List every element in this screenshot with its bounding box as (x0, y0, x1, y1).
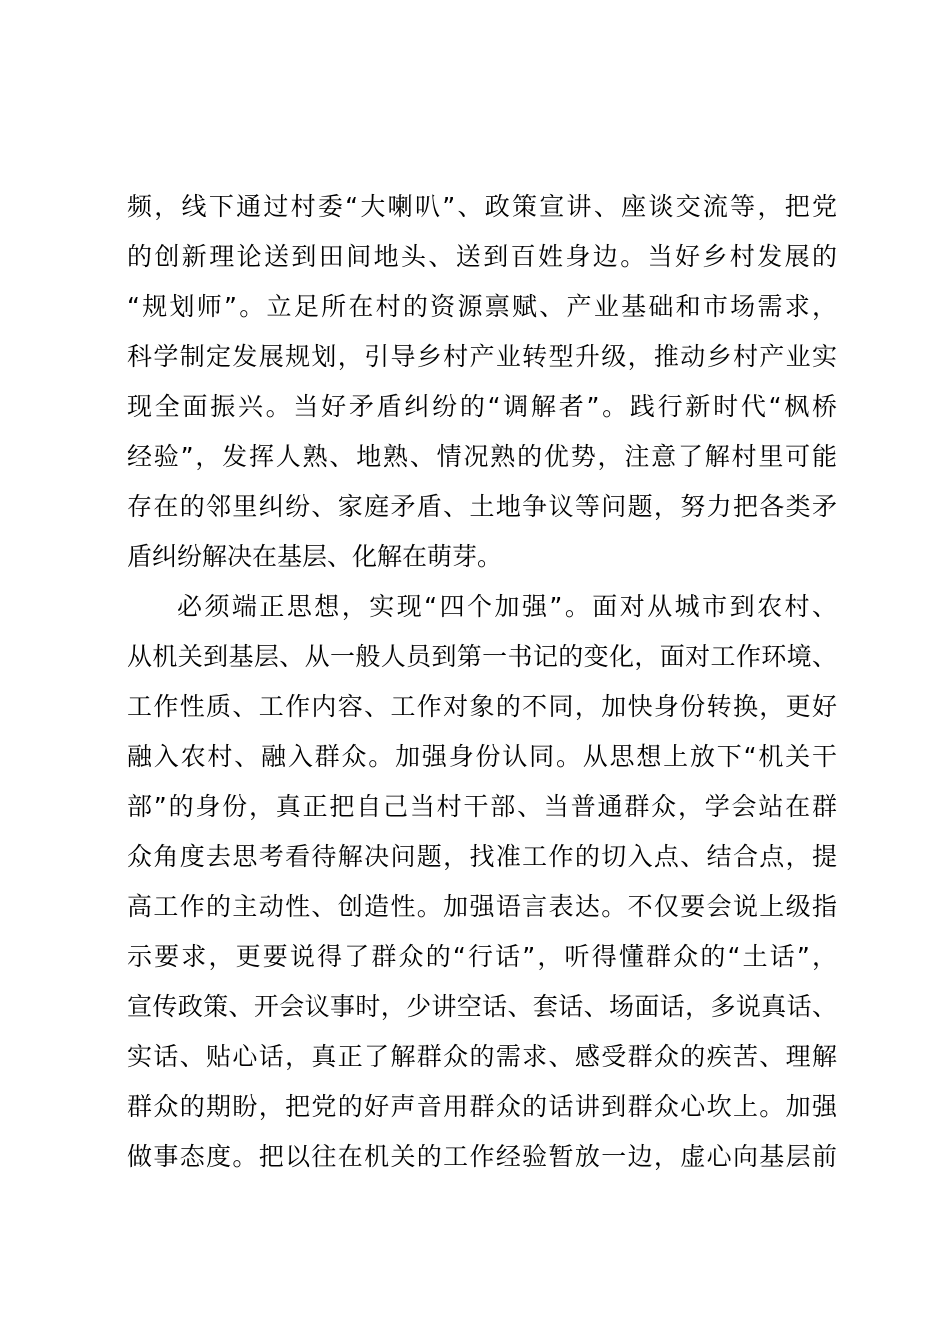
text-line: 现全面振兴。当好矛盾纠纷的“调解者”。践行新时代“枫桥 (127, 392, 837, 421)
text-line: 宣传政策、开会议事时，少讲空话、套话、场面话，多说真话、 (127, 992, 837, 1021)
paragraph-first-line: 必须端正思想，实现“四个加强”。面对从城市到农村、 (177, 592, 837, 621)
text-line: 科学制定发展规划，引导乡村产业转型升级，推动乡村产业实 (127, 342, 837, 371)
text-line: 众角度去思考看待解决问题，找准工作的切入点、结合点，提 (127, 842, 837, 871)
body-text (127, 182, 837, 1182)
text-line: 高工作的主动性、创造性。加强语言表达。不仅要会说上级指 (127, 892, 837, 921)
text-line: 经验”，发挥人熟、地熟、情况熟的优势，注意了解村里可能 (127, 442, 837, 471)
text-line: 盾纠纷解决在基层、化解在萌芽。 (127, 542, 503, 571)
text-line: 存在的邻里纠纷、家庭矛盾、土地争议等问题，努力把各类矛 (127, 492, 837, 521)
text-line: 群众的期盼，把党的好声音用群众的话讲到群众心坎上。加强 (127, 1092, 837, 1121)
text-line: 工作性质、工作内容、工作对象的不同，加快身份转换，更好 (127, 692, 837, 721)
text-line: 实话、贴心话，真正了解群众的需求、感受群众的疾苦、理解 (127, 1042, 837, 1071)
text-line: 频，线下通过村委“大喇叭”、政策宣讲、座谈交流等，把党 (127, 192, 837, 221)
text-line: 做事态度。把以往在机关的工作经验暂放一边，虚心向基层前 (127, 1142, 837, 1171)
text-line: 部”的身份，真正把自己当村干部、当普通群众，学会站在群 (127, 792, 837, 821)
text-line: 示要求，更要说得了群众的“行话”，听得懂群众的“土话”， (127, 942, 837, 971)
text-line: 融入农村、融入群众。加强身份认同。从思想上放下“机关干 (127, 742, 837, 771)
text-line: 的创新理论送到田间地头、送到百姓身边。当好乡村发展的 (127, 242, 837, 271)
text-line: “规划师”。立足所在村的资源禀赋、产业基础和市场需求， (127, 292, 837, 321)
text-line: 从机关到基层、从一般人员到第一书记的变化，面对工作环境、 (127, 642, 837, 671)
